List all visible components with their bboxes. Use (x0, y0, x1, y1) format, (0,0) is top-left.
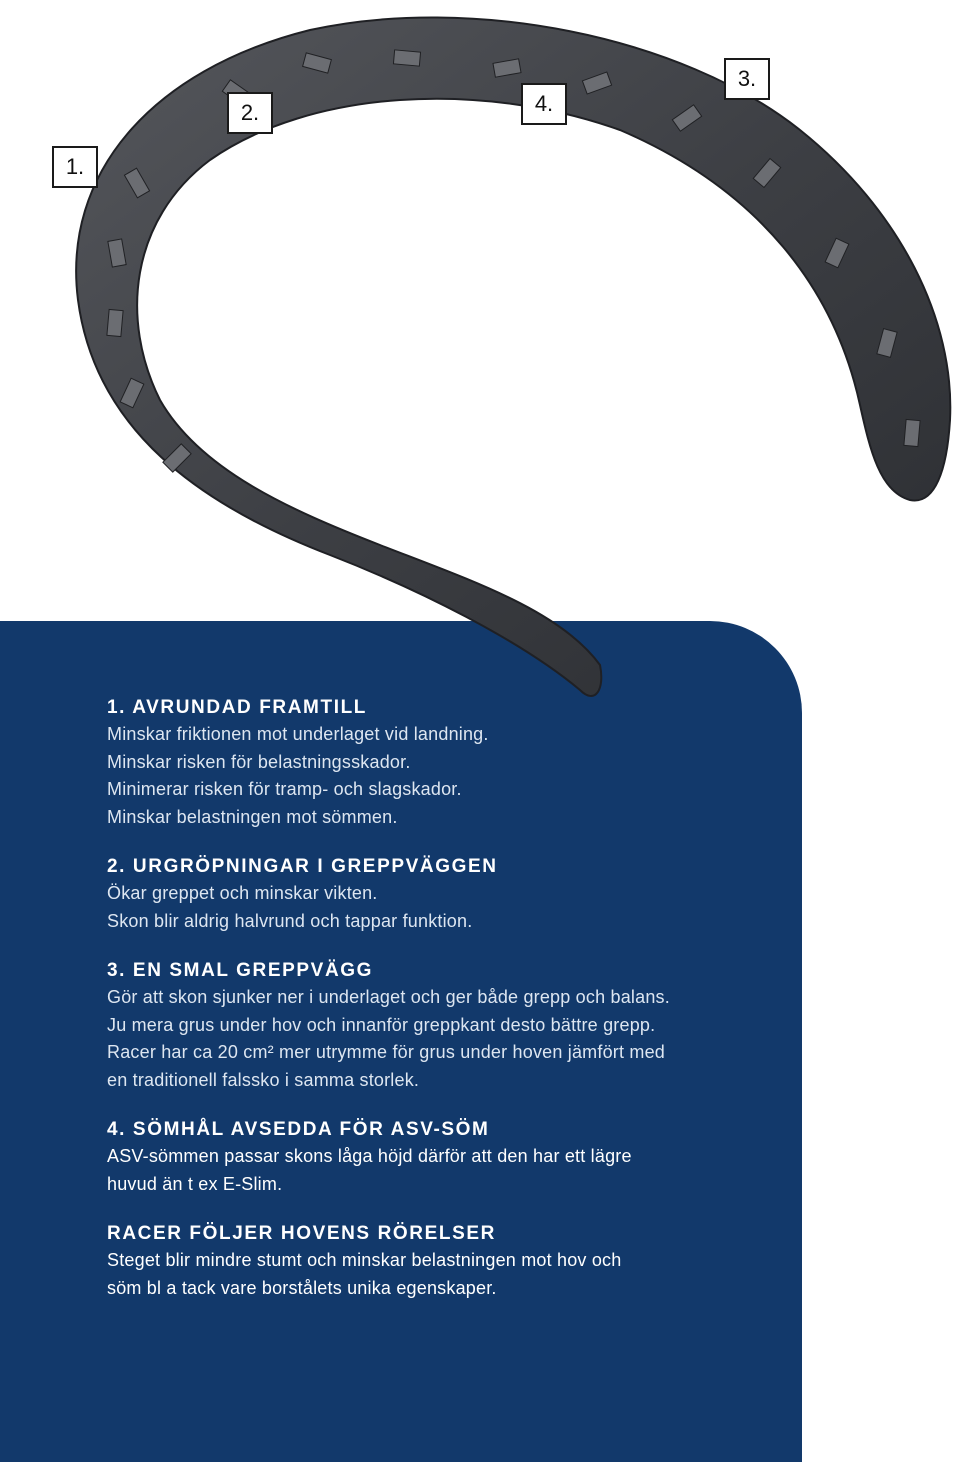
marker-1: 1. (52, 146, 98, 188)
section-line: Ju mera grus under hov och innanför greppkant desto bättre grepp. (107, 1014, 656, 1035)
feature-list (107, 694, 777, 1324)
section-line: Minimerar risken för tramp- och slagskador. (107, 779, 462, 799)
section-line: söm bl a tack vare borstålets unika egenskaper. (107, 1277, 497, 1298)
section-rounded-front (107, 694, 777, 831)
section-line: Gör att skon sjunker ner i underlaget och ger både grepp och balans. (107, 987, 670, 1007)
section-heading: 3. EN SMAL GREPPVÄGG (107, 960, 374, 981)
section-grip-recesses (107, 853, 777, 935)
section-heading: 2. URGRÖPNINGAR I GREPPVÄGGEN (107, 856, 498, 877)
section-narrow-grip-wall (107, 957, 777, 1094)
marker-2: 2. (227, 92, 273, 134)
section-line: ASV-sömmen passar skons låga höjd därför att den har ett lägre (107, 1146, 632, 1166)
section-line: Minskar belastningen mot sömmen. (107, 806, 398, 827)
section-line: Minskar risken för belastningsskador. (107, 751, 411, 772)
section-racer-follows (107, 1220, 777, 1302)
section-line: en traditionell falssko i samma storlek. (107, 1069, 420, 1090)
section-line: Minskar friktionen mot underlaget vid landning. (107, 724, 489, 744)
section-nail-holes (107, 1116, 777, 1198)
section-line: Skon blir aldrig halvrund och tappar funktion. (107, 910, 473, 931)
marker-4: 4. (521, 83, 567, 125)
section-line: Ökar greppet och minskar vikten. (107, 883, 378, 903)
marker-3: 3. (724, 58, 770, 100)
section-heading: RACER FÖLJER HOVENS RÖRELSER (107, 1223, 496, 1244)
section-line: Racer har ca 20 cm² mer utrymme för grus under hoven jämfört med (107, 1042, 665, 1062)
section-heading: 1. AVRUNDAD FRAMTILL (107, 697, 367, 718)
section-line: huvud än t ex E-Slim. (107, 1173, 283, 1194)
section-line: Steget blir mindre stumt och minskar belastningen mot hov och (107, 1250, 622, 1270)
section-heading: 4. SÖMHÅL AVSEDDA FÖR ASV-SÖM (107, 1119, 490, 1140)
